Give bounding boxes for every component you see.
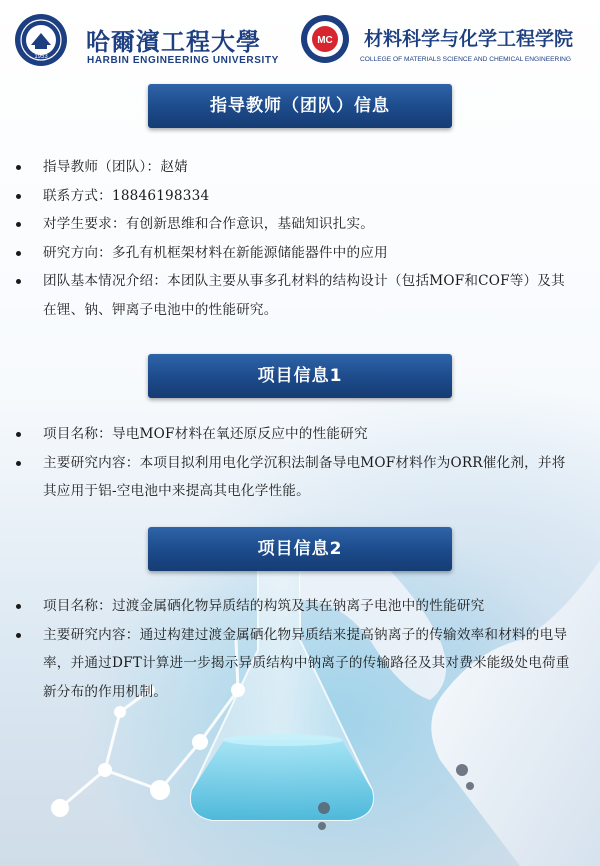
- university-seal-logo: [14, 13, 68, 67]
- list-item: [0, 182, 600, 211]
- list-item: [0, 592, 600, 621]
- item-label: 联系方式：: [43, 187, 112, 204]
- list-item: [0, 267, 600, 324]
- item-value: 多孔有机框架材料在新能源储能器件中的应用: [111, 244, 388, 261]
- university-name-chinese: 哈爾濱工程大學: [86, 27, 261, 56]
- item-value: 赵婧: [160, 159, 188, 175]
- project-1-info-list: [0, 420, 600, 506]
- college-name-english: COLLEGE OF MATERIALS SCIENCE AND CHEMICAL ENGINEERING: [360, 56, 572, 63]
- section-title-project-1: 项目信息1: [148, 354, 452, 398]
- item-value: 18846198334: [111, 187, 210, 204]
- college-logo: [300, 14, 350, 64]
- item-value: 过渡金属硒化物异质结的构筑及其在钠离子电池中的性能研究: [111, 598, 485, 614]
- project-2-info-list: [0, 592, 600, 706]
- item-value: 本项目拟利用电化学沉积法制备导电MOF材料作为ORR催化剂，并将其应用于铝-空电池中来提高其电化学性能。: [43, 454, 566, 499]
- item-label: 主要研究内容：: [43, 454, 140, 471]
- university-name-english: HARBIN ENGINEERING UNIVERSITY: [87, 55, 279, 66]
- item-value: 导电MOF材料在氧还原反应中的性能研究: [111, 426, 368, 442]
- item-label: 项目名称：: [43, 598, 112, 614]
- seal-year-text: 1953: [34, 54, 48, 60]
- item-value: 通过构建过渡金属硒化物异质结来提高钠离子的传输效率和材料的电导率，并通过DFT计算进一步揭示异质结构中钠离子的传输路径及其对费米能级处电荷重新分布的作用机制。: [43, 626, 570, 700]
- college-logo-text: MC: [317, 35, 333, 46]
- item-label: 指导教师（团队）：: [43, 159, 161, 175]
- page-header: [0, 0, 600, 80]
- list-item: [0, 239, 600, 268]
- section-title-advisor: 指导教师（团队）信息: [148, 84, 452, 128]
- advisor-info-list: [0, 153, 600, 324]
- list-item: [0, 449, 600, 506]
- list-item: [0, 621, 600, 707]
- item-label: 团队基本情况介绍：: [43, 273, 168, 289]
- item-label: 项目名称：: [43, 426, 112, 442]
- item-value: 有创新思维和合作意识，基础知识扎实。: [125, 216, 375, 232]
- list-item: [0, 210, 600, 239]
- section-title-project-2: 项目信息2: [148, 527, 452, 571]
- item-label: 对学生要求：: [43, 216, 126, 232]
- college-name-chinese: 材料科学与化学工程学院: [364, 28, 574, 50]
- item-value: 本团队主要从事多孔材料的结构设计（包括MOF和COF等）及其在锂、钠、钾离子电池中的性能研究。: [43, 273, 565, 318]
- item-label: 主要研究内容：: [43, 626, 140, 643]
- list-item: [0, 153, 600, 182]
- item-label: 研究方向：: [43, 244, 112, 261]
- list-item: [0, 420, 600, 449]
